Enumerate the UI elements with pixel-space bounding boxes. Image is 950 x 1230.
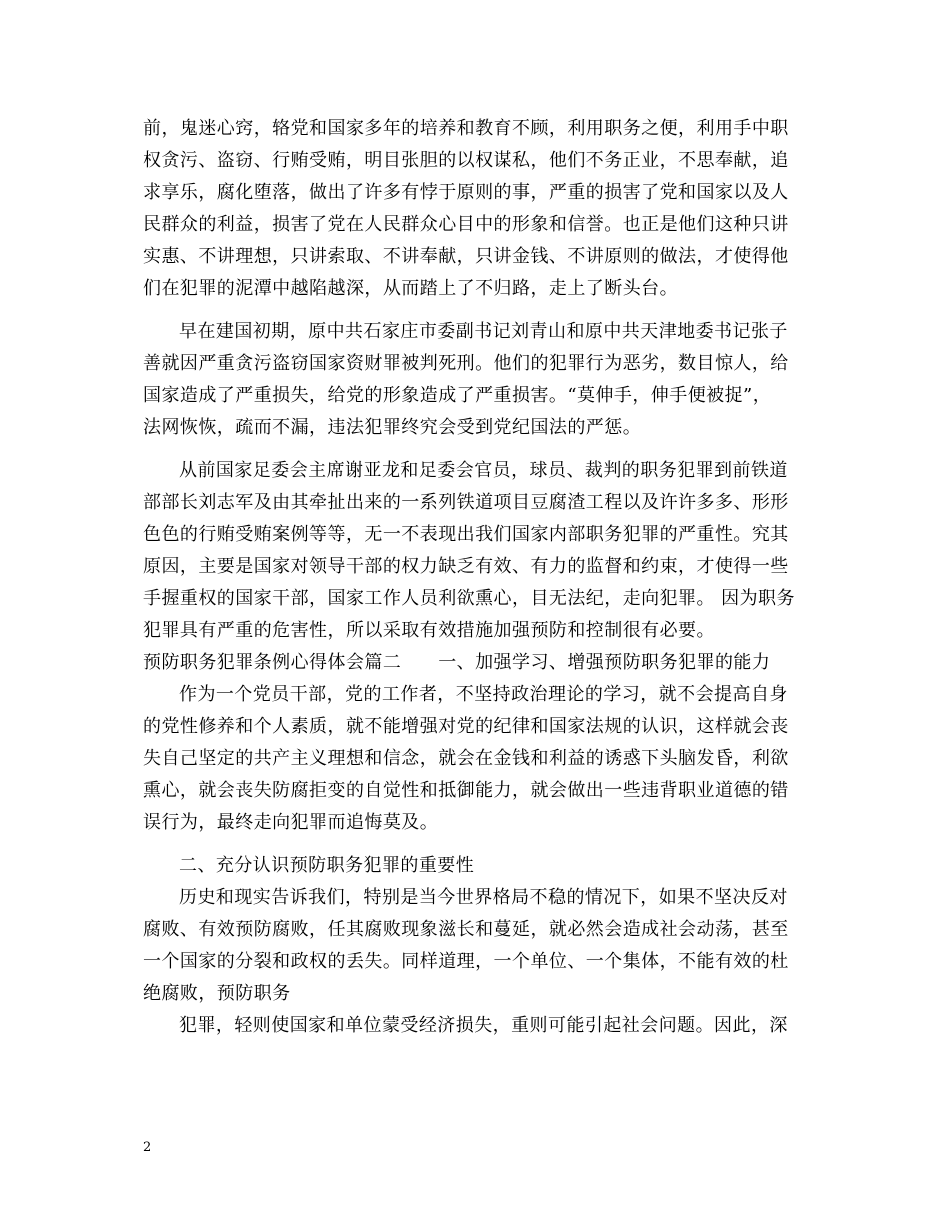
- text-line: 们在犯罪的泥潭中越陷越深，从而踏上了不归路，走上了断头台。: [143, 278, 679, 299]
- text-line: 历史和现实告诉我们，特别是当今世界格局不稳的情况下，如果不坚决反对: [179, 887, 788, 908]
- paragraph-gap: [143, 444, 810, 455]
- text-line: 绝腐败，预防职务: [143, 983, 291, 1004]
- text-line: 作为一个党员干部，党的工作者，不坚持政治理论的学习，就不会提高自身: [179, 684, 788, 705]
- text-line: 善就因严重贪污盗窃国家资财罪被判死刑。他们的犯罪行为恶劣，数目惊人，给: [143, 353, 789, 374]
- text-line: 的党性修养和个人素质，就不能增强对党的纪律和国家法规的认识，这样就会丧: [143, 716, 789, 737]
- text-line: 民群众的利益，损害了党在人民群众心目中的形象和信誉。也正是他们这种只讲: [143, 214, 789, 235]
- section-heading: 预防职务犯罪条例心得体会篇二 一、加强学习、增强预防职务犯罪的能力: [143, 652, 771, 673]
- text-line: 实惠、不讲理想，只讲索取、不讲奉献，只讲金钱、不讲原则的做法，才使得他: [143, 246, 789, 267]
- paragraph-gap: [143, 305, 810, 316]
- text-line: 法网恢恢，疏而不漏，违法犯罪终究会受到党纪国法的严惩。: [143, 417, 642, 438]
- text-line: 部部长刘志军及由其牵扯出来的一系列铁道项目豆腐渣工程以及许许多多、形形: [143, 492, 789, 513]
- text-line: 色色的行贿受贿案例等等，无一不表现出我们国家内部职务犯罪的严重性。究其: [143, 524, 789, 545]
- page-number: 2: [143, 1140, 152, 1155]
- text-line: 误行为，最终走向犯罪而追悔莫及。: [143, 812, 439, 833]
- text-line: 权贪污、盗窃、行贿受贿，明目张胆的以权谋私，他们不务正业，不思奉献，追: [143, 150, 789, 171]
- text-line: 熏心，就会丧失防腐拒变的自觉性和抵御能力，就会做出一些违背职业道德的错: [143, 780, 789, 801]
- document-body: [143, 113, 810, 1042]
- text-line: 一个国家的分裂和政权的丢失。同样道理，一个单位、一个集体，不能有效的杜: [143, 951, 789, 972]
- text-line: 腐败、有效预防腐败，任其腐败现象滋长和蔓延，就必然会造成社会动荡，甚至: [143, 919, 789, 940]
- text-line: 从前国家足委会主席谢亚龙和足委会官员，球员、裁判的职务犯罪到前铁道: [179, 460, 788, 481]
- text-line: 犯罪，轻则使国家和单位蒙受经济损失，重则可能引起社会问题。因此，深: [179, 1015, 788, 1036]
- text-line: 早在建国初期，原中共石家庄市委副书记刘青山和原中共天津地委书记张子: [179, 321, 788, 342]
- text-line: 求享乐，腐化堕落，做出了许多有悖于原则的事，严重的损害了党和国家以及人: [143, 182, 789, 203]
- section-heading: 二、充分认识预防职务犯罪的重要性: [179, 855, 475, 876]
- text-line: 失自己坚定的共产主义理想和信念，就会在金钱和利益的诱惑下头脑发昏，利欲: [143, 748, 789, 769]
- paragraph-gap: [143, 839, 810, 850]
- text-line: 手握重权的国家干部，国家工作人员利欲熏心，目无法纪，走向犯罪。 因为职务: [143, 588, 795, 609]
- text-line: 原因，主要是国家对领导干部的权力缺乏有效、有力的监督和约束，才使得一些: [143, 556, 789, 577]
- text-line: 国家造成了严重损失，给党的形象造成了严重损害。“莫伸手，伸手便被捉”，: [143, 385, 772, 406]
- text-line: 前，鬼迷心窍，辂党和国家多年的培养和教育不顾，利用职务之便，利用手中职: [143, 118, 789, 139]
- text-line: 犯罪具有严重的危害性，所以采取有效措施加强预防和控制很有必要。: [143, 620, 715, 641]
